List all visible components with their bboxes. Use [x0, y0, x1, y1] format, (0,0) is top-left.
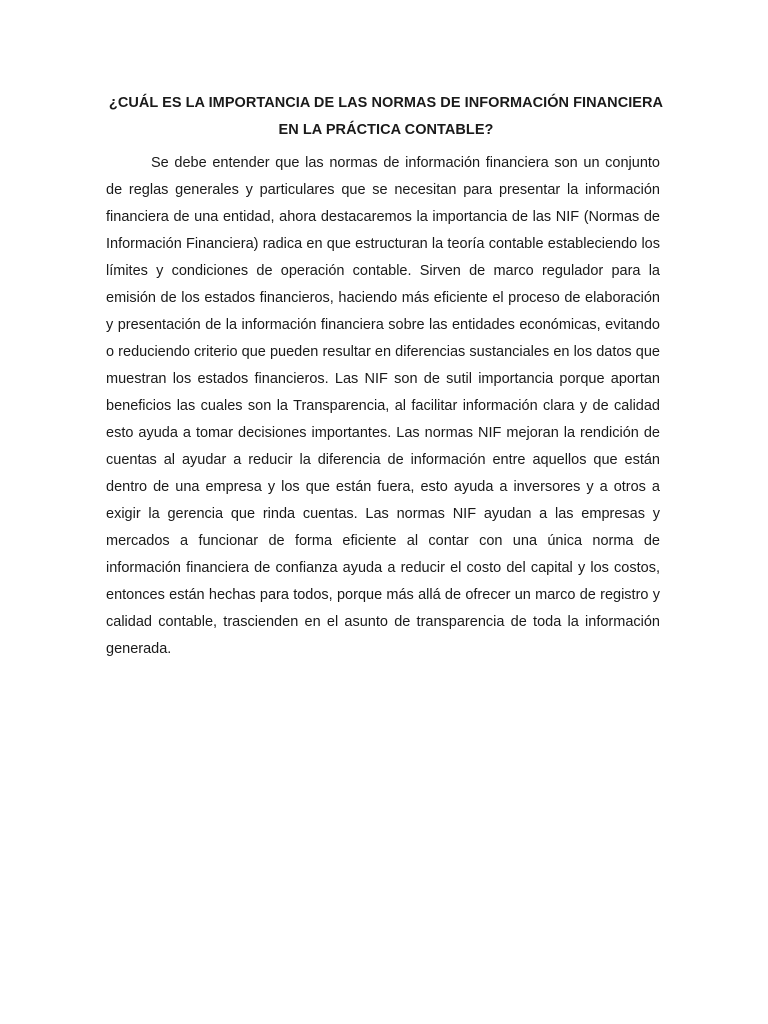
body-paragraph: Se debe entender que las normas de información financiera son un conjunto de reglas generales y particulares que se necesitan para presentar la información financiera de una entidad, ahora destacaremos la importancia de las NIF (Normas de Información Financiera) radica en que estructuran la teoría contable estableciendo los límites y condiciones de operación contable. Sirven de marco regulador para la emisión de los estados financieros, haciendo más eficiente el proceso de elaboración y presentación de la información financiera sobre las entidades económicas, evitando o reduciendo criterio que pueden resultar en diferencias sustanciales en los datos que muestran los estados financieros. Las NIF son de sutil importancia porque aportan beneficios las cuales son la Transparencia, al facilitar información clara y de calidad esto ayuda a tomar decisiones importantes. Las normas NIF mejoran la rendición de cuentas al ayudar a reducir la diferencia de información entre aquellos que están dentro de una empresa y los que están fuera, esto ayuda a inversores y a otros a exigir la gerencia que rinda cuentas. Las normas NIF ayudan a las empresas y mercados a funcionar de forma eficiente al contar con una única norma de información financiera de confianza ayuda a reducir el costo del capital y los costos, entonces están hechas para todos, porque más allá de ofrecer un marco de registro y calidad contable, trascienden en el asunto de transparencia de toda la información generada.	[106, 155, 660, 657]
document-title: ¿CUÁL ES LA IMPORTANCIA DE LAS NORMAS DE INFORMACIÓN FINANCIERA EN LA PRÁCTICA CONTABLE?	[108, 95, 664, 138]
